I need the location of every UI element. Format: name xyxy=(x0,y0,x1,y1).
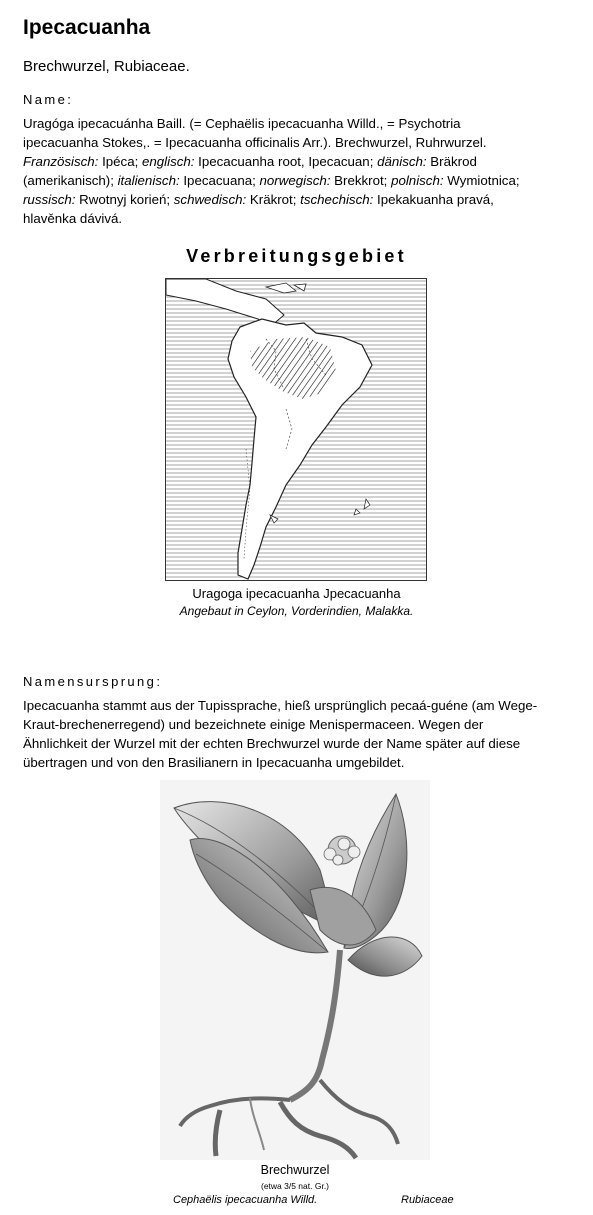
plant-illustration xyxy=(160,780,430,1160)
lang-word: (amerikanisch); xyxy=(23,173,118,188)
lang-word: Kräkrot; xyxy=(246,192,301,207)
origin-line: Kraut-brechenerregend) und bezeichnete einige Menispermaceen. Wegen der xyxy=(23,717,484,732)
origin-line: Ipecacuanha stammt aus der Tupissprache, hieß ursprünglich pecaá-guéne (am Wege- xyxy=(23,698,538,713)
lang-word: Rwotnyj korień; xyxy=(75,192,174,207)
origin-line: Ähnlichkeit der Wurzel mit der echten Brechwurzel wurde der Name später auf diese xyxy=(23,736,521,751)
plant-family-name: Rubiaceae xyxy=(401,1194,454,1206)
translation-line-4 xyxy=(23,209,575,228)
lang-label: tschechisch: xyxy=(300,192,374,207)
name-section-text xyxy=(23,114,575,228)
map-heading: Verbreitungsgebiet xyxy=(186,246,407,266)
lang-label: englisch: xyxy=(142,154,195,169)
lang-label: polnisch: xyxy=(391,173,444,188)
plant-scale-note: (etwa 3/5 nat. Gr.) xyxy=(260,1181,330,1191)
lang-word: Bräkrod xyxy=(426,154,477,169)
map-caption-sub: Angebaut in Ceylon, Vorderindien, Malakka. xyxy=(179,604,414,618)
distribution-map xyxy=(165,278,427,581)
lang-word: hlavěnka dávivá. xyxy=(23,211,123,226)
lang-word: Ipekakuanha pravá, xyxy=(373,192,494,207)
lang-word: Ipecacuanha root, Ipecacuan; xyxy=(194,154,378,169)
lang-label: schwedisch: xyxy=(173,192,247,207)
lang-label: Französisch: xyxy=(23,154,99,169)
lang-word: Brekkrot; xyxy=(330,173,392,188)
translation-line-1 xyxy=(23,152,575,171)
lang-word: Ipéca; xyxy=(98,154,142,169)
lang-word: Wymiotnica; xyxy=(443,173,520,188)
map-caption: Uragoga ipecacuanha Jpecacuanha xyxy=(192,586,401,601)
plant-caption: Brechwurzel xyxy=(260,1163,330,1177)
plant-drawing-image xyxy=(160,780,430,1160)
name-section-label: Name: xyxy=(23,92,74,107)
page-title: Ipecacuanha xyxy=(23,16,151,39)
plant-latin-name: Cephaëlis ipecacuanha Willd. xyxy=(173,1194,318,1206)
name-line-2: ipecacuanha Stokes,. = Ipecacuanha officinalis Arr.). Brechwurzel, Ruhrwurzel. xyxy=(23,135,487,150)
translation-line-3 xyxy=(23,190,575,209)
origin-section-text xyxy=(23,696,575,772)
lang-label: norwegisch: xyxy=(259,173,331,188)
translation-line-2 xyxy=(23,171,575,190)
origin-line: übertragen und von den Brasilianern in Ipecacuanha umgebildet. xyxy=(23,755,405,770)
lang-label: italienisch: xyxy=(117,173,180,188)
lang-word: Ipecacuana; xyxy=(179,173,260,188)
lang-label: dänisch: xyxy=(377,154,427,169)
name-line-1: Uragóga ipecacuánha Baill. (= Cephaëlis ipecacuanha Willd., = Psychotria xyxy=(23,116,461,131)
origin-section-label: Namensursprung: xyxy=(23,674,163,689)
lang-label: russisch: xyxy=(23,192,76,207)
page-subtitle: Brechwurzel, Rubiaceae. xyxy=(23,58,190,75)
south-america-map-image xyxy=(166,279,426,580)
